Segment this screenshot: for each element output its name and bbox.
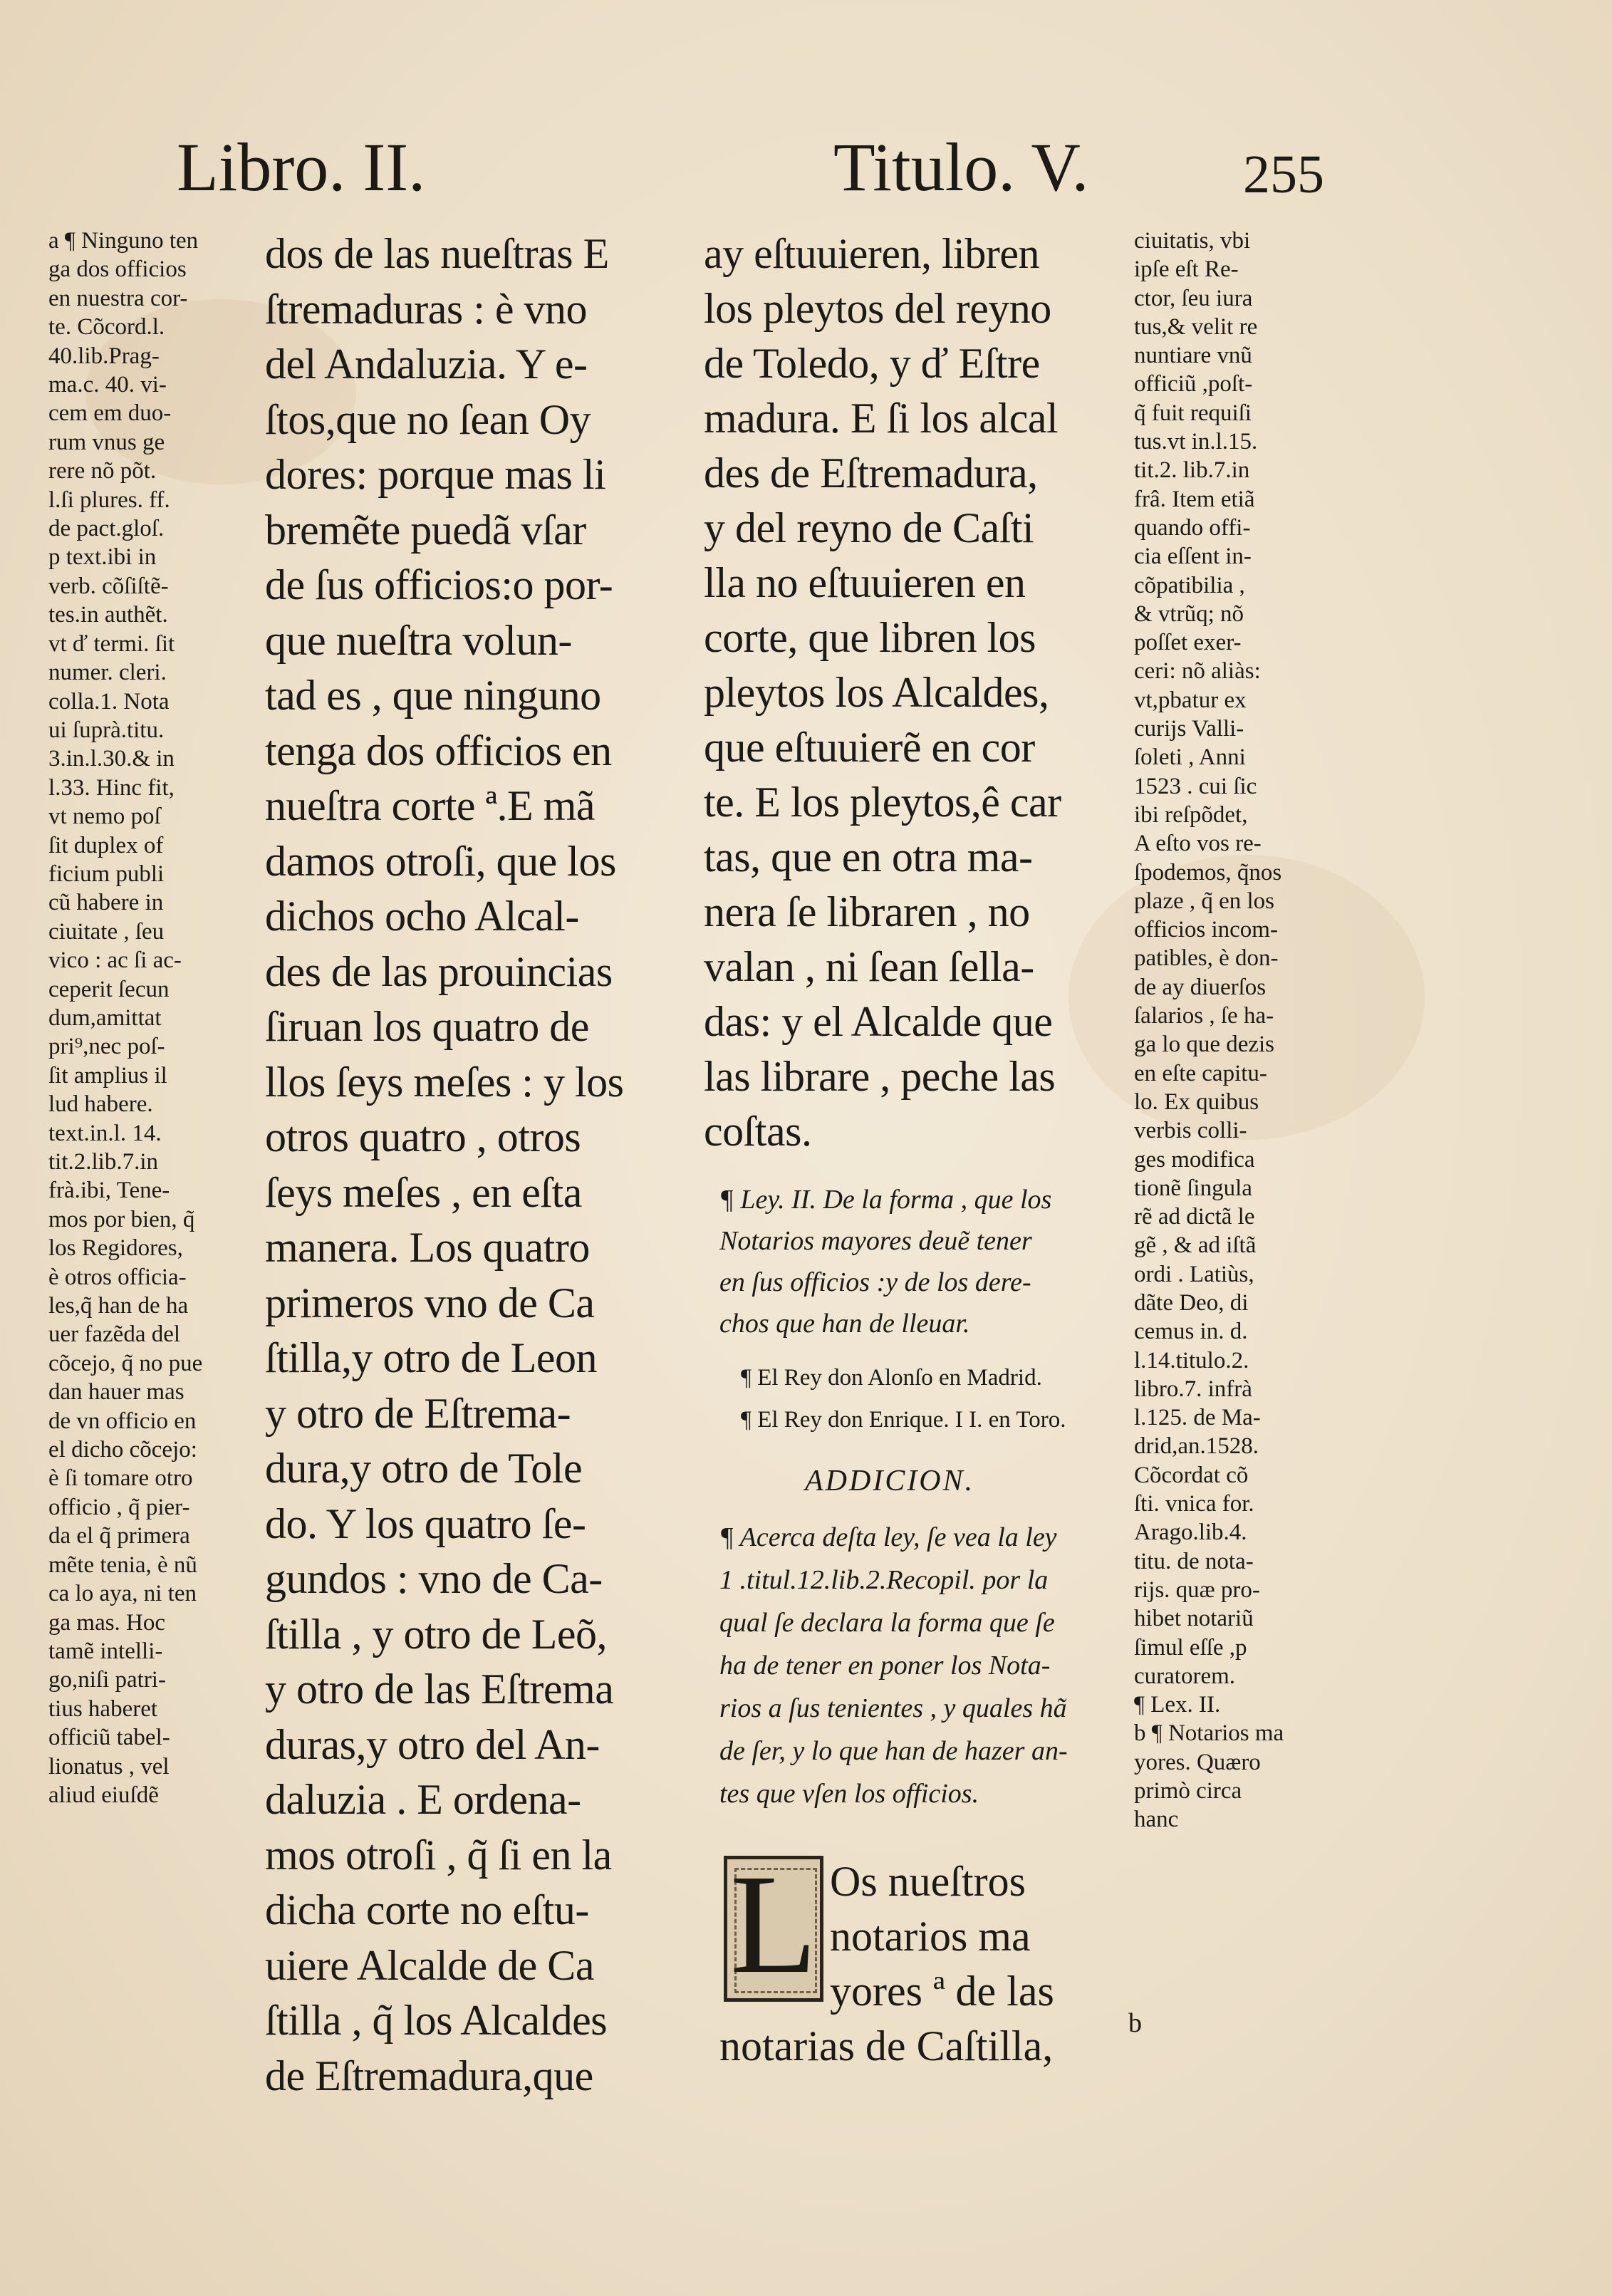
gloss-line: cemus in. d. (1134, 1319, 1248, 1345)
gloss-line: è otros officia- (48, 1264, 187, 1290)
gloss-line: titu. de nota- (1134, 1548, 1254, 1574)
gloss-line: ges modifica (1134, 1146, 1255, 1173)
gloss-line: rẽ ad dictã le (1134, 1204, 1255, 1230)
gloss-line: quando offi- (1134, 514, 1251, 541)
text-line: de Eſtremadura,que (265, 2052, 593, 2099)
text-line: lla no eſtuuieren en (704, 559, 1026, 606)
gloss-line: tes.in authẽt. (48, 602, 168, 628)
main-text-column-left (265, 227, 675, 2104)
text-line: damos otroſi, que los (265, 837, 616, 885)
gloss-line: vt nemo poſ (48, 804, 161, 830)
gloss-line: en eſte capitu- (1134, 1060, 1267, 1086)
gloss-line: vico : ac ſi ac- (48, 947, 182, 974)
text-line: dores: porque mas li (265, 451, 606, 498)
gloss-line: patibles, è don- (1134, 945, 1279, 972)
gloss-line: Cõcordat cõ (1134, 1462, 1249, 1488)
text-line: ſiruan los quatro de (265, 1003, 589, 1050)
gloss-line: ſoleti , Anni (1134, 744, 1246, 771)
text-line: das: y el Alcalde que (704, 998, 1053, 1045)
gloss-line: hanc (1134, 1807, 1179, 1833)
text-line: llos ſeys meſes : y los (265, 1058, 624, 1106)
gloss-line: ordi . Latiùs, (1134, 1261, 1254, 1287)
text-line: ſtremaduras : è vno (265, 285, 588, 333)
text-line: dichos ocho Alcal- (265, 893, 579, 940)
text-line: do. Y los quatro ſe- (265, 1500, 586, 1547)
gloss-line: drid,an.1528. (1134, 1433, 1259, 1460)
gloss-line: tit.2.lib.7.in (48, 1149, 159, 1175)
rey-line: ¶ El Rey don Alonſo en Madrid. (741, 1365, 1042, 1391)
gloss-line: el dicho cõcejo: (48, 1437, 197, 1463)
text-line: y otro de Eſtrema- (265, 1389, 571, 1437)
gloss-line: de vn officio en (48, 1408, 197, 1434)
text-line: y otro de las Eſtrema (265, 1666, 614, 1713)
text-line: las librare , peche las (704, 1053, 1056, 1100)
text-line: notarios ma (830, 1913, 1031, 1960)
header-titulo: Titulo. V. (833, 129, 1089, 205)
gloss-line: ipſe eſt Re- (1134, 256, 1239, 283)
gloss-line: ¶ Lex. II. (1134, 1692, 1221, 1718)
text-line: ſtilla , y otro de Leõ, (265, 1610, 608, 1658)
text-line: ſtos,que no ſean Oy (265, 395, 591, 443)
gloss-line: ga lo que dezis (1134, 1032, 1275, 1058)
text-line: otros quatro , otros (265, 1113, 581, 1160)
gloss-line: mẽte tenia, è nũ (48, 1552, 197, 1578)
main-text-last-line: notarias de Caſtilla, (719, 2022, 1054, 2069)
text-line: manera. Los quatro (265, 1224, 590, 1271)
text-line: bremẽte puedã vſar (265, 506, 586, 554)
gloss-line: ciuitate , ſeu (48, 918, 165, 945)
text-line: y del reyno de Caſti (704, 504, 1034, 551)
heading-line: chos que han de lleuar. (719, 1309, 970, 1339)
rey-line: ¶ El Rey don Enrique. I I. en Toro. (741, 1407, 1066, 1433)
gloss-line: cũ habere in (48, 890, 164, 916)
main-text-column-right-bottom (830, 1854, 1129, 2019)
text-line: tad es , que ninguno (265, 672, 601, 719)
text-line: dos de las nueſtras E (265, 230, 609, 277)
gloss-line: los Regidores, (48, 1235, 183, 1262)
gloss-line: officios incom- (1134, 917, 1278, 943)
text-line: ſeys meſes , en eſta (265, 1168, 582, 1216)
page-number: 255 (1243, 145, 1324, 204)
addicion-body (719, 1516, 1125, 1815)
addicion-line: ha de tener en poner los Nota- (719, 1651, 1051, 1681)
gloss-line: ctor, ſeu iura (1134, 285, 1253, 311)
text-line: te. E los pleytos,ê car (704, 779, 1061, 826)
text-line: ſtilla,y otro de Leon (265, 1334, 598, 1381)
gloss-line: curatorem. (1134, 1663, 1236, 1689)
gloss-line: l.14.titulo.2. (1134, 1347, 1249, 1373)
gloss-line: ui ſuprà.titu. (48, 717, 165, 743)
text-line: del Andaluzia. Y e- (265, 341, 588, 388)
text-line: des de Eſtremadura, (704, 450, 1038, 497)
gloss-line: 40.lib.Prag- (48, 343, 160, 369)
addicion-line: qual ſe declara la forma que ſe (719, 1608, 1055, 1638)
gloss-line: è ſi tomare otro (48, 1465, 193, 1492)
gloss-line: l.ſi plures. ff. (48, 487, 170, 513)
text-line: dura,y otro de Tole (265, 1445, 583, 1492)
running-header (0, 128, 1612, 214)
gloss-line: ibi reſpõdet, (1134, 801, 1248, 828)
gloss-line: 3.in.l.30.& in (48, 746, 175, 772)
gloss-line: cõcejo, q̃ no pue (48, 1350, 203, 1376)
gloss-line: frâ. Item etiã (1134, 486, 1255, 512)
text-line: ſtilla , q̃ los Alcaldes (265, 1997, 608, 2044)
gloss-line: curijs Valli- (1134, 716, 1244, 742)
addicion-line: rios a ſus tenientes , y quales hã (719, 1693, 1067, 1723)
gloss-line: ca lo aya, ni ten (48, 1581, 197, 1607)
text-line: madura. E ſi los alcal (704, 395, 1059, 442)
gloss-line: ga dos officios (48, 256, 187, 283)
gloss-line: officiũ tabel- (48, 1725, 170, 1751)
main-text-column-right-top (704, 227, 1124, 1159)
gloss-line: lud habere. (48, 1091, 153, 1118)
gloss-line: cem em duo- (48, 400, 172, 427)
gloss-line: rere nõ põt. (48, 458, 157, 484)
text-line: gundos : vno de Ca- (265, 1555, 603, 1602)
text-line: que nueſtra volun- (265, 616, 572, 664)
gloss-line: ga mas. Hoc (48, 1609, 166, 1636)
text-line: nueſtra corte ª.E mã (265, 782, 595, 829)
gloss-line: de pact.gloſ. (48, 516, 165, 542)
text-line: nera ſe libraren , no (704, 888, 1030, 935)
gloss-line: ficium publi (48, 861, 165, 887)
gloss-line: p text.ibi in (48, 544, 157, 571)
gloss-line: en nuestra cor- (48, 285, 188, 311)
gloss-line: b ¶ Notarios ma (1134, 1720, 1284, 1747)
gloss-line: lo. Ex quibus (1134, 1089, 1259, 1115)
gloss-line: & vtrũq; nõ (1134, 601, 1244, 627)
text-line: mos otroſi , q̃ ſi en la (265, 1831, 612, 1879)
addicion-line: 1 .titul.12.lib.2.Recopil. por la (719, 1565, 1049, 1595)
text-line: Os nueſtros (830, 1858, 1026, 1905)
gloss-line: nuntiare vnũ (1134, 343, 1252, 369)
text-line: des de las prouincias (265, 947, 613, 995)
gloss-line: q̃ fuit requiſi (1134, 400, 1252, 426)
gloss-line: tionẽ ſingula (1134, 1175, 1252, 1201)
gloss-line: vt,pbatur ex (1134, 687, 1247, 713)
gloss-line: aliud eiuſdẽ (48, 1782, 159, 1808)
gloss-line: dãte Deo, di (1134, 1289, 1249, 1316)
addicion-line: de ſer, y lo que han de hazer an- (719, 1736, 1068, 1766)
gloss-line: plaze , q̃ en los (1134, 888, 1275, 914)
text-line: que eſtuuierẽ en cor (704, 724, 1035, 771)
heading-line: Notarios mayores deuẽ tener (719, 1226, 1032, 1256)
gloss-line: uer fazẽda del (48, 1321, 181, 1348)
gloss-line: ſti. vnica for. (1134, 1491, 1254, 1517)
gloss-line: yores. Quæro (1134, 1749, 1261, 1775)
text-line: tas, que en otra ma- (704, 833, 1033, 881)
text-line: pleytos los Alcaldes, (704, 669, 1049, 716)
gloss-line: ſit amplius il (48, 1062, 167, 1089)
addicion-line: ¶ Acerca deſta ley, ſe vea la ley (719, 1522, 1057, 1552)
text-line: yores ª de las (830, 1968, 1054, 2015)
gloss-line: libro.7. infrà (1134, 1376, 1252, 1402)
gloss-line: l.33. Hinc fit, (48, 774, 175, 801)
gloss-line: 1523 . cui ſic (1134, 773, 1257, 799)
gloss-line: tus.vt in.l.15. (1134, 429, 1258, 455)
gloss-line: verbis colli- (1134, 1118, 1247, 1144)
gloss-line: officio , q̃ pier- (48, 1494, 190, 1520)
gloss-line: ma.c. 40. vi- (48, 372, 167, 398)
gloss-line: A eſto vos re- (1134, 831, 1262, 857)
gloss-line: cõpatibilia , (1134, 572, 1245, 598)
gloss-line: dan hauer mas (48, 1379, 184, 1406)
gloss-line: ceperit ſecun (48, 976, 170, 1002)
gloss-line: tit.2. lib.7.in (1134, 457, 1250, 484)
left-gloss-column (48, 227, 262, 1809)
gloss-line: de ay diuerſos (1134, 974, 1267, 1000)
gloss-line: mos por bien, q̃ (48, 1206, 195, 1232)
gloss-line: numer. cleri. (48, 660, 167, 686)
gloss-line: vt ď termi. ſit (48, 630, 175, 657)
gloss-line: lionatus , vel (48, 1753, 170, 1780)
text-line: duras,y otro del An- (265, 1720, 600, 1768)
gloss-line: l.125. de Ma- (1134, 1405, 1261, 1431)
text-line: de ſus officios:o por- (265, 561, 613, 608)
gloss-line: ſalarios , ſe ha- (1134, 1003, 1274, 1029)
gloss-line: ciuitatis, vbi (1134, 228, 1251, 254)
gloss-line: tamẽ intelli- (48, 1638, 163, 1664)
gloss-line: dum,amittat (48, 1004, 162, 1031)
gloss-line: ceri: nõ aliàs: (1134, 658, 1261, 685)
gloss-line: rum vnus ge (48, 429, 165, 455)
gloss-line: tius haberet (48, 1695, 158, 1722)
text-line: uiere Alcalde de Ca (265, 1941, 594, 1989)
header-libro: Libro. II. (177, 129, 426, 205)
gloss-line: pri⁹,nec poſ- (48, 1034, 165, 1060)
text-line: los pleytos del reyno (704, 285, 1051, 332)
gloss-line: cia eſſent in- (1134, 544, 1252, 570)
gloss-line: te. Cõcord.l. (48, 314, 165, 341)
gloss-line: go,niſi patri- (48, 1667, 166, 1693)
gloss-line: frà.ibi, Tene- (48, 1178, 170, 1204)
addicion-line: tes que vſen los officios. (719, 1779, 979, 1809)
gloss-line: les,q̃ han de ha (48, 1293, 189, 1319)
ley-heading (719, 1179, 1125, 1344)
text-line: corte, que libren los (704, 614, 1036, 661)
gloss-line: tus,& velit re (1134, 313, 1258, 340)
gloss-line: hibet notariũ (1134, 1606, 1254, 1632)
text-line: dicha corte no eſtu- (265, 1886, 589, 1933)
text-line: primeros vno de Ca (265, 1279, 595, 1326)
text-line: coſtas. (704, 1108, 812, 1155)
gloss-line: colla.1. Nota (48, 688, 170, 715)
gloss-marker-b: b (1128, 2008, 1142, 2038)
gloss-line: verb. cõſiſtẽ- (48, 573, 169, 599)
text-line: ay eſtuuieren, libren (704, 230, 1039, 277)
gloss-line: gẽ , & ad iſtã (1134, 1232, 1257, 1259)
gloss-line: primò circa (1134, 1778, 1242, 1804)
gloss-line: ſpodemos, q̃nos (1134, 859, 1282, 885)
text-line: valan , ni ſean ſella- (704, 943, 1034, 990)
heading-line: en ſus officios :y de los dere- (719, 1267, 1031, 1297)
gloss-line: officiũ ,poſt- (1134, 371, 1253, 398)
drop-cap-ornament (724, 1846, 823, 2003)
addicion-title: ADDICION. (805, 1465, 975, 1497)
gloss-line: rijs. quæ pro- (1134, 1576, 1260, 1603)
gloss-line: ſimul eſſe ,p (1134, 1634, 1247, 1661)
gloss-line: ſit duplex of (48, 832, 164, 858)
text-line: de Toledo, y ď Eſtre (704, 340, 1040, 387)
gloss-line: Arago.lib.4. (1134, 1520, 1247, 1546)
gloss-line: a ¶ Ninguno ten (48, 228, 199, 254)
gloss-line: poſſet exer- (1134, 630, 1242, 656)
gloss-line: da el q̃ primera (48, 1523, 190, 1549)
text-line: tenga dos officios en (265, 727, 612, 774)
text-line: daluzia . E ordena- (265, 1776, 581, 1823)
gloss-line: text.in.l. 14. (48, 1120, 162, 1146)
drop-cap-letter: L (729, 1846, 818, 2003)
heading-line: ¶ Ley. II. De la forma , que los (719, 1185, 1052, 1215)
right-gloss-column (1134, 227, 1333, 1834)
